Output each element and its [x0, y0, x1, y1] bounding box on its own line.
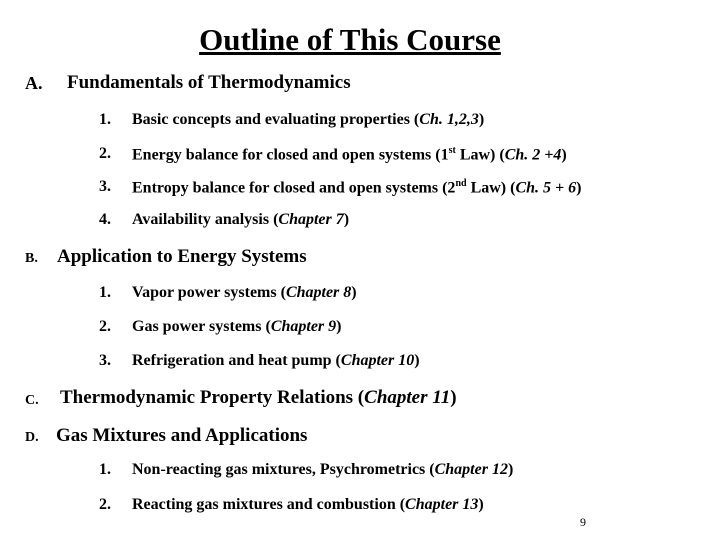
item-number: 2.	[99, 145, 111, 162]
slide-title: Outline of This Course	[199, 22, 501, 57]
outline-item: Energy balance for closed and open systems (1st Law) (Ch. 2 +4)	[132, 145, 567, 164]
outline-item: Basic concepts and evaluating properties (Ch. 1,2,3)	[132, 111, 485, 128]
item-number: 2.	[99, 318, 111, 335]
section-b-letter: B.	[25, 251, 38, 266]
section-a-letter: A.	[25, 73, 43, 93]
section-b-title: Application to Energy Systems	[57, 246, 307, 267]
item-number: 1.	[99, 461, 111, 478]
section-d-title: Gas Mixtures and Applications	[56, 425, 308, 446]
outline-item: Availability analysis (Chapter 7)	[132, 211, 350, 228]
item-number: 1.	[99, 111, 111, 128]
outline-item: Reacting gas mixtures and combustion (Chapter 13)	[132, 496, 484, 513]
item-number: 3.	[99, 352, 111, 369]
outline-item: Vapor power systems (Chapter 8)	[132, 284, 357, 301]
outline-item: Gas power systems (Chapter 9)	[132, 318, 342, 335]
outline-item: Entropy balance for closed and open systems (2nd Law) (Ch. 5 + 6)	[132, 178, 582, 197]
section-c-title: Thermodynamic Property Relations (Chapter 11)	[60, 387, 457, 408]
item-number: 1.	[99, 284, 111, 301]
item-number: 3.	[99, 178, 111, 195]
item-number: 2.	[99, 496, 111, 513]
section-a-title: Fundamentals of Thermodynamics	[67, 72, 351, 93]
section-d-letter: D.	[25, 430, 39, 445]
outline-item: Refrigeration and heat pump (Chapter 10)	[132, 352, 420, 369]
section-c-letter: C.	[25, 393, 39, 408]
outline-item: Non-reacting gas mixtures, Psychrometrics (Chapter 12)	[132, 461, 514, 478]
page-number: 9	[580, 515, 586, 529]
item-number: 4.	[99, 211, 111, 228]
